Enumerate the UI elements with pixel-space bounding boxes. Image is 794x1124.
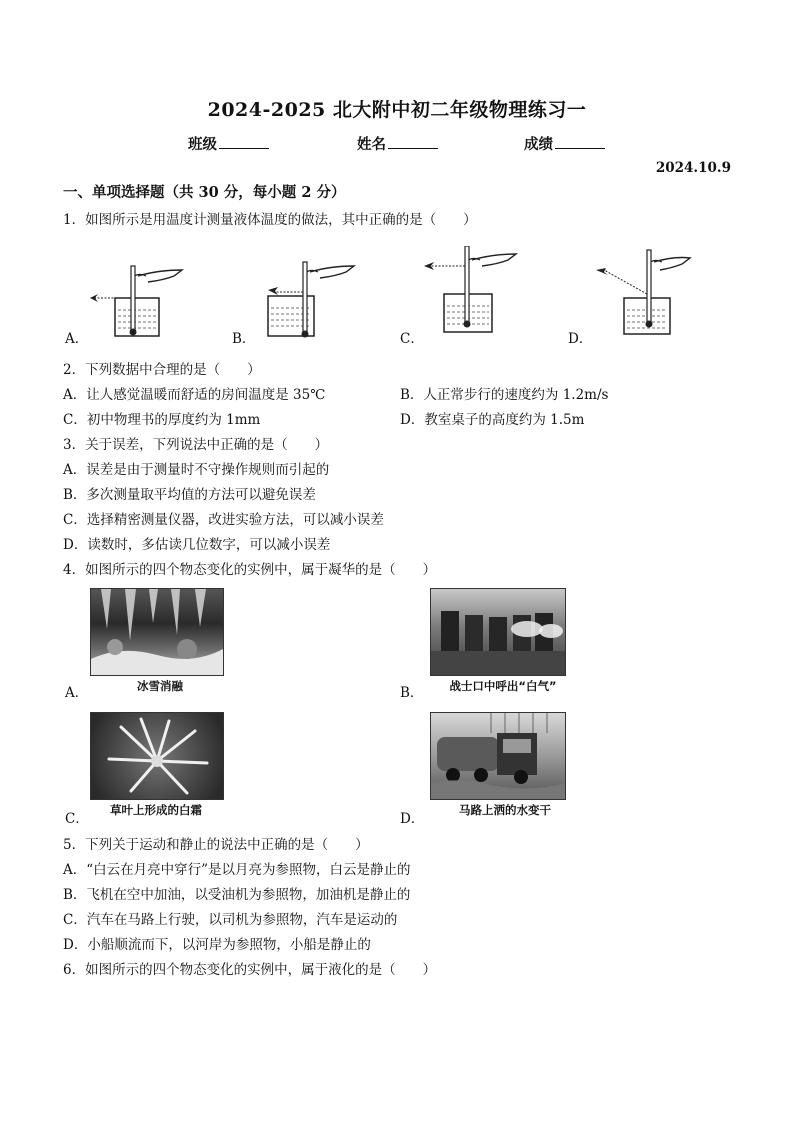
q4-label-c: C． (65, 811, 89, 827)
question-3-stem: 3．关于误差，下列说法中正确的是（ ） (63, 437, 329, 453)
caption-soldiers-breath: 战士口中呼出“白气” (449, 679, 557, 693)
name-field (357, 133, 438, 154)
q5-option-c: C．汽车在马路上行驶，以司机为参照物，汽车是运动的 (63, 912, 398, 928)
question-4-stem: 4．如图所示的四个物态变化的实例中，属于凝华的是（ ） (63, 562, 437, 578)
q5-option-b: B．飞机在空中加油，以受油机为参照物，加油机是静止的 (63, 887, 411, 903)
thermometer-diagram-a (82, 258, 192, 343)
thermometer-diagram-d (590, 246, 700, 336)
thermometer-diagram-b (248, 258, 368, 343)
q3-option-d: D．读数时，多估读几位数字，可以减小误差 (63, 537, 331, 553)
q2-option-b: B．人正常步行的速度约为 1.2m/s (400, 387, 609, 403)
q1-label-b: B． (232, 331, 256, 347)
score-label: 成绩 (524, 136, 553, 153)
photo-ice-melting (90, 588, 224, 676)
q1-label-c: C． (400, 331, 424, 347)
q2-option-c: C．初中物理书的厚度约为 1mm (63, 412, 261, 428)
q3-option-a: A．误差是由于测量时不守操作规则而引起的 (63, 462, 330, 478)
question-5-stem: 5．下列关于运动和静止的说法中正确的是（ ） (63, 837, 369, 853)
question-2-stem: 2．下列数据中合理的是（ ） (63, 362, 261, 378)
name-blank (388, 134, 438, 149)
caption-water-truck: 马路上洒的水变干 (459, 803, 551, 817)
thermometer-diagram-c (418, 246, 528, 336)
q5-option-a: A．“白云在月亮中穿行”是以月亮为参照物，白云是静止的 (63, 862, 411, 878)
q3-option-b: B．多次测量取平均值的方法可以避免误差 (63, 487, 316, 503)
photo-water-truck (430, 712, 566, 800)
q1-label-a: A． (65, 331, 89, 347)
section-heading: 一、单项选择题（共 30 分，每小题 2 分） (63, 184, 346, 201)
q4-label-d: D． (400, 811, 425, 827)
question-1-stem: 1．如图所示是用温度计测量液体温度的做法，其中正确的是（ ） (63, 212, 477, 228)
q2-option-d: D．教室桌子的高度约为 1.5m (400, 412, 585, 428)
caption-frost-leaves: 草叶上形成的白霜 (110, 803, 202, 817)
q1-label-d: D． (568, 331, 593, 347)
name-label: 姓名 (357, 136, 386, 153)
caption-ice-melting: 冰雪消融 (137, 679, 183, 693)
q2-option-a: A．让人感觉温暖而舒适的房间温度是 35℃ (63, 387, 326, 403)
photo-frost-leaves (90, 712, 224, 800)
page-title: 2024-2025 北大附中初二年级物理练习一 (207, 99, 587, 121)
q4-label-b: B． (400, 685, 424, 701)
exam-date: 2024.10.9 (655, 160, 731, 176)
question-6-stem: 6．如图所示的四个物态变化的实例中，属于液化的是（ ） (63, 962, 437, 978)
class-field (188, 133, 269, 154)
class-label: 班级 (188, 136, 217, 153)
score-blank (555, 134, 605, 149)
q4-label-a: A． (65, 685, 89, 701)
class-blank (219, 134, 269, 149)
photo-soldiers-breath (430, 588, 566, 676)
q3-option-c: C．选择精密测量仪器，改进实验方法，可以减小误差 (63, 512, 384, 528)
score-field (524, 133, 605, 154)
q5-option-d: D．小船顺流而下，以河岸为参照物，小船是静止的 (63, 937, 371, 953)
